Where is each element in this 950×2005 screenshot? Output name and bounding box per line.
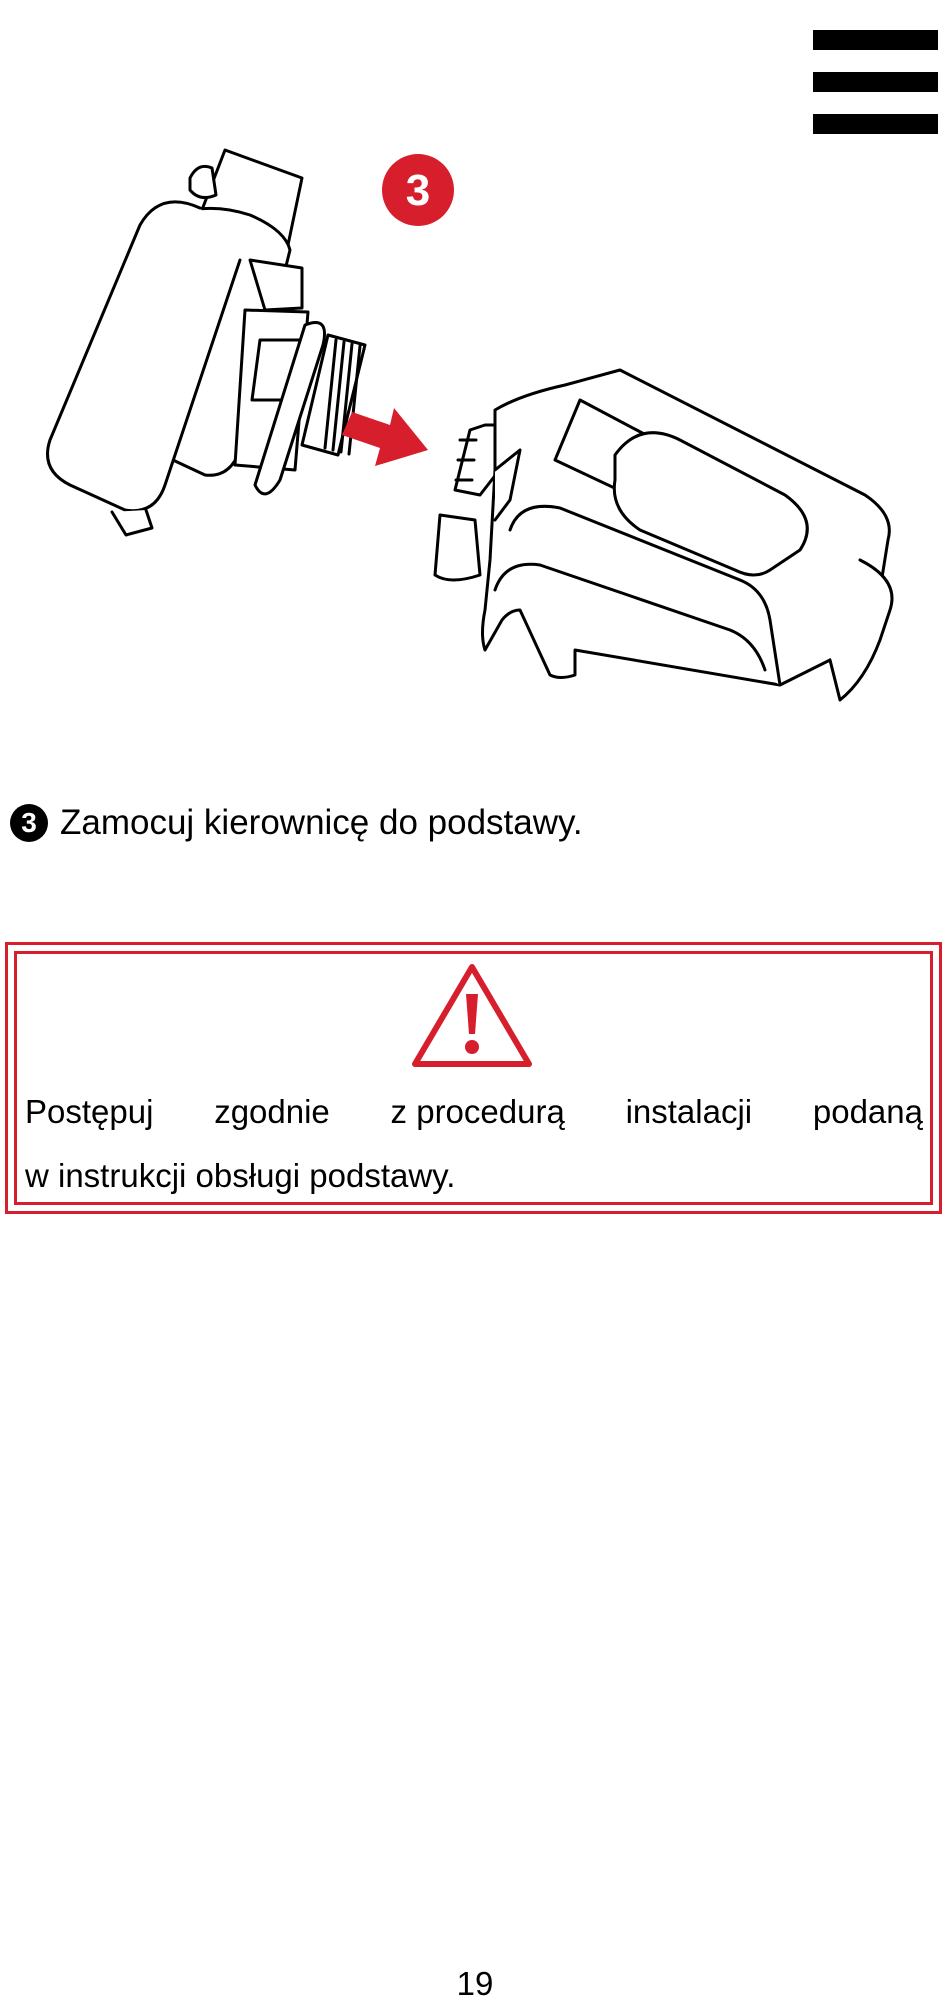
step-text: Zamocuj kierownicę do podstawy. (60, 803, 583, 842)
step-caption (10, 800, 583, 846)
hamburger-menu-icon[interactable] (813, 30, 938, 134)
menu-bar (813, 72, 938, 92)
warning-line-2: w instrukcji obsługi podstawy. (25, 1157, 456, 1194)
steering-wheel-hub (48, 150, 366, 535)
step-badge-number: 3 (405, 166, 431, 215)
base-unit (435, 370, 892, 700)
warning-triangle-icon (410, 962, 534, 1070)
arrow-icon (342, 408, 428, 466)
step-badge (382, 154, 454, 226)
menu-bar (813, 114, 938, 134)
step-number-badge: 3 (10, 804, 48, 842)
warning-line-1 (25, 1080, 923, 1144)
warning-word: Postępuj (25, 1093, 154, 1130)
page-number: 19 (456, 1965, 494, 2002)
warning-text (25, 1080, 923, 1208)
warning-word: instalacji (625, 1093, 753, 1130)
mounting-illustration (40, 140, 920, 780)
menu-bar (813, 30, 938, 50)
warning-word: zgodnie (214, 1093, 330, 1130)
warning-word: podaną (812, 1093, 923, 1130)
warning-word: z procedurą (390, 1093, 565, 1130)
